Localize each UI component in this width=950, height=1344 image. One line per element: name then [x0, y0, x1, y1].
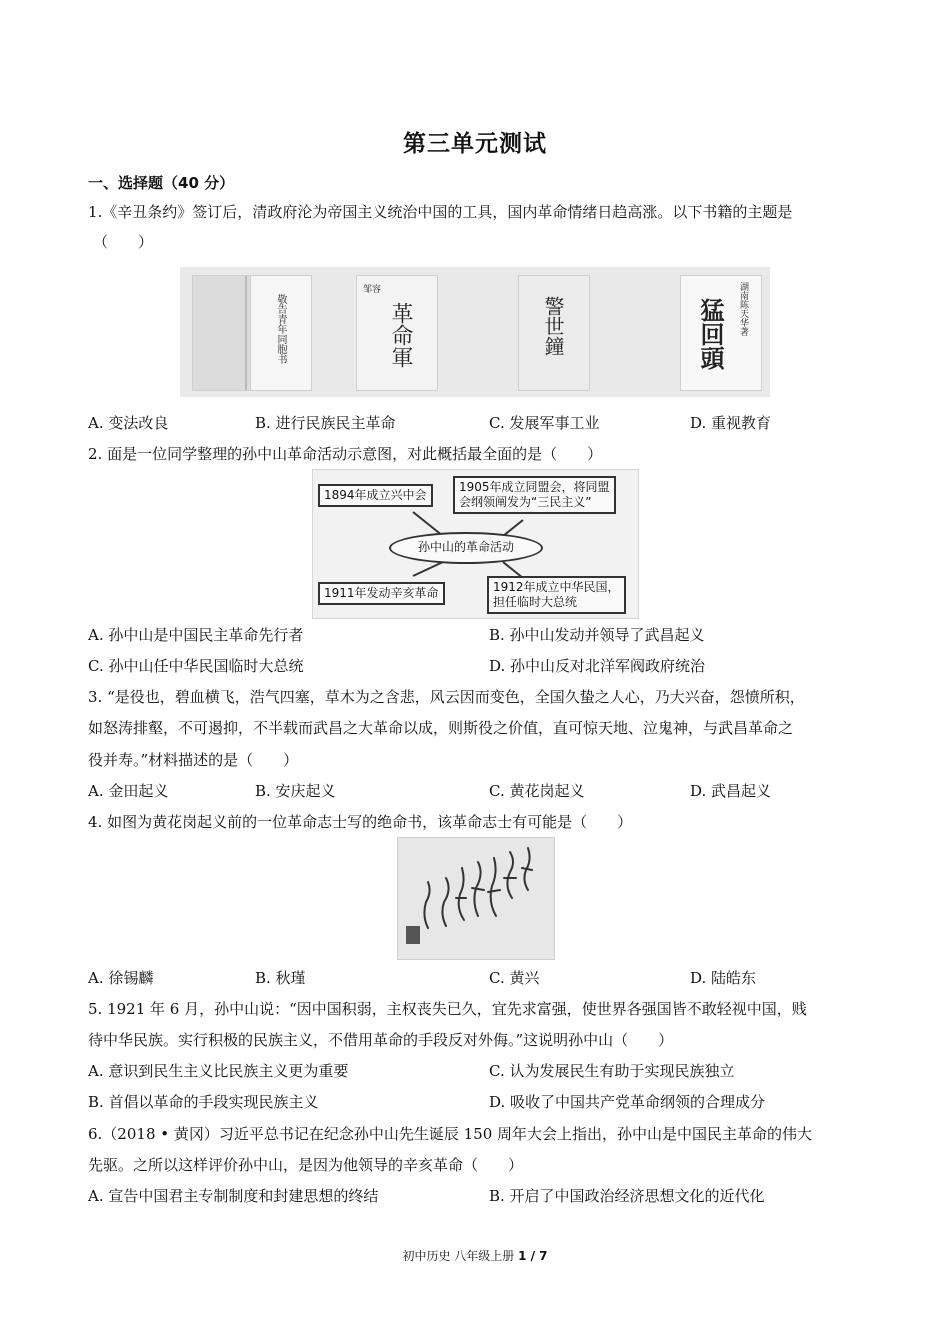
- question-3-stem-line3: 役并寿。”材料描述的是（ ）: [88, 751, 299, 769]
- question-1-stem: 1.《辛丑条约》签订后，清政府沦为帝国主义统治中国的工具，国内革命情绪日趋高涨。以下书籍的主题是: [88, 203, 793, 221]
- question-1-book-images: [180, 267, 770, 397]
- q3-option-a[interactable]: A. 金田起义: [88, 782, 169, 800]
- sun-yatsen-activities-diagram: [312, 469, 639, 619]
- q5-option-a[interactable]: A. 意识到民生主义比民族主义更为重要: [88, 1062, 349, 1080]
- q5-option-b[interactable]: B. 首倡以革命的手段实现民族主义: [88, 1093, 319, 1111]
- question-5-stem-line1: 5. 1921 年 6 月，孙中山说：“因中国积弱，主权丧失已久，宜先求富强，使世界各强国皆不敢轻视中国，贱: [88, 1000, 807, 1018]
- book-4-title: 猛回頭: [696, 298, 725, 370]
- q5-option-d[interactable]: D. 吸收了中国共产党革命纲领的合理成分: [489, 1093, 766, 1111]
- diagram-node-1912: [487, 576, 626, 614]
- book-cover-5: [680, 275, 762, 391]
- diagram-node-1905-line2: 会纲领阐发为“三民主义”: [459, 495, 592, 509]
- q3-option-d[interactable]: D. 武昌起义: [690, 782, 772, 800]
- book-1-title: 敬告青年同胞书: [275, 294, 286, 364]
- q2-option-b[interactable]: B. 孙中山发动并领导了武昌起义: [489, 626, 705, 644]
- book-2-author: 邹容: [363, 285, 382, 295]
- handwriting-strokes: [398, 838, 554, 959]
- page-footer: [0, 1247, 950, 1264]
- q2-option-c[interactable]: C. 孙中山任中华民国临时大总统: [88, 657, 304, 675]
- q1-option-a[interactable]: A. 变法改良: [88, 414, 169, 432]
- question-3-stem-line1: 3. “是役也，碧血横飞，浩气四塞，草木为之含悲，风云因而变色，全国久蛰之人心，乃大兴奋，怨愤所积，: [88, 688, 805, 706]
- diagram-node-1894: 1894年成立兴中会: [318, 484, 433, 507]
- q1-option-c[interactable]: C. 发展军事工业: [489, 414, 600, 432]
- farewell-letter-image: [397, 837, 555, 960]
- q5-option-c[interactable]: C. 认为发展民生有助于实现民族独立: [489, 1062, 735, 1080]
- page-number: 1 / 7: [518, 1249, 548, 1263]
- q4-option-a[interactable]: A. 徐锡麟: [88, 969, 154, 987]
- diagram-node-1912-line2: 担任临时大总统: [493, 595, 578, 609]
- question-6-stem-line2: 先驱。之所以这样评价孙中山，是因为他领导的辛亥革命（ ）: [88, 1156, 524, 1174]
- book-cover-3: [356, 275, 438, 391]
- question-2-stem: 2. 面是一位同学整理的孙中山革命活动示意图，对此概括最全面的是（ ）: [88, 445, 603, 463]
- question-5-stem-line2: 待中华民族。实行积极的民族主义，不借用革命的手段反对外侮。”这说明孙中山（ ）: [88, 1031, 674, 1049]
- diagram-center-node: 孙中山的革命活动: [389, 532, 543, 564]
- question-4-stem: 4. 如图为黄花岗起义前的一位革命志士写的绝命书，该革命志士有可能是（ ）: [88, 813, 633, 831]
- q6-option-b[interactable]: B. 开启了中国政治经济思想文化的近代化: [489, 1187, 765, 1205]
- q4-option-d[interactable]: D. 陆皓东: [690, 969, 757, 987]
- q1-option-d[interactable]: D. 重视教育: [690, 414, 772, 432]
- book-cover-2: [250, 275, 312, 391]
- question-1-blank: （ ）: [93, 233, 154, 251]
- q6-option-a[interactable]: A. 宣告中国君主专制制度和封建思想的终结: [88, 1187, 379, 1205]
- diagram-node-1912-line1: 1912年成立中华民国，: [493, 580, 620, 594]
- q1-option-b[interactable]: B. 进行民族民主革命: [255, 414, 396, 432]
- book-cover-4: [518, 275, 590, 391]
- diagram-node-1911: 1911年发动辛亥革命: [318, 582, 445, 605]
- book-2-title: 革命軍: [388, 302, 413, 368]
- q3-option-c[interactable]: C. 黄花岗起义: [489, 782, 585, 800]
- question-3-stem-line2: 如怒涛排壑，不可遏抑，不半载而武昌之大革命以成，则斯役之价值，直可惊天地、泣鬼神，与武昌革命之: [88, 719, 794, 737]
- footer-course-label: 初中历史 八年级上册: [402, 1249, 519, 1263]
- diagram-node-1905: [453, 476, 616, 514]
- q2-option-a[interactable]: A. 孙中山是中国民主革命先行者: [88, 626, 304, 644]
- section-heading: 一、选择题（40 分）: [88, 174, 235, 192]
- q4-option-c[interactable]: C. 黄兴: [489, 969, 540, 987]
- diagram-node-1905-line1: 1905年成立同盟会，将同盟: [459, 480, 610, 494]
- book-4-author: 湖南陈天华著: [738, 282, 748, 336]
- q4-option-b[interactable]: B. 秋瑾: [255, 969, 306, 987]
- page-title: 第三单元测试: [403, 131, 547, 157]
- question-6-stem-line1: 6.（2018 • 黄冈）习近平总书记在纪念孙中山先生诞辰 150 周年大会上指出，孙中山是中国民主革命的伟大: [88, 1125, 813, 1143]
- q3-option-b[interactable]: B. 安庆起义: [255, 782, 336, 800]
- book-3-title: 警世鐘: [541, 296, 565, 356]
- q2-option-d[interactable]: D. 孙中山反对北洋军阀政府统治: [489, 657, 706, 675]
